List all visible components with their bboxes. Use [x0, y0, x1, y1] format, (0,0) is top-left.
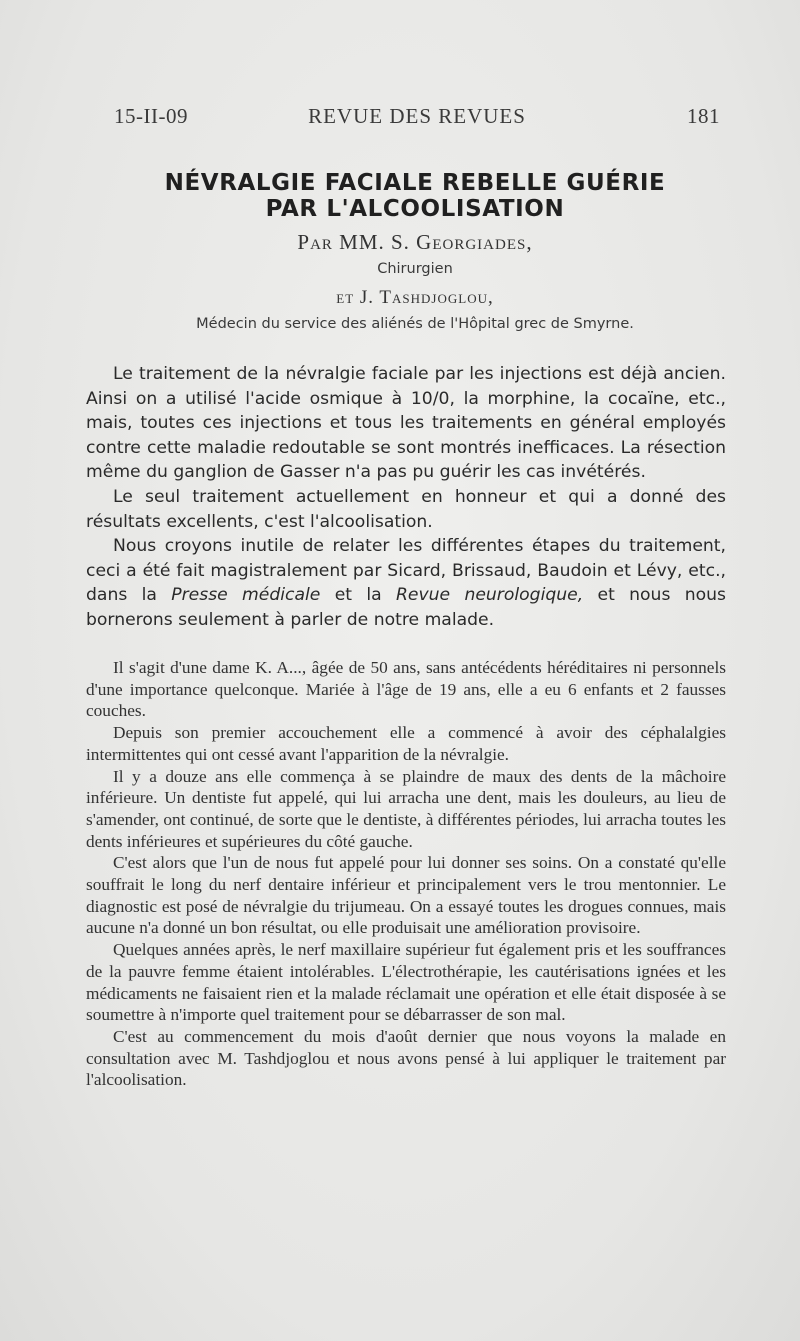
case-paragraph-2: Depuis son premier accouchement elle a commencé à avoir des céphalalgies intermittentes qui ont cessé avant l'apparition de la névralgie. — [86, 723, 726, 764]
intro-p3-text-a: Nous croyons inutile de relater les différentes étapes du traitement, ceci a été fait magistralement par Sicard, Brissaud, Baudoin et Lévy, etc., dans la — [86, 536, 726, 606]
author-2-role: Médecin du service des aliénés de l'Hôpital grec de Smyrne. — [196, 316, 634, 332]
issue-date: 15-II-09 — [114, 104, 188, 128]
journal-ref-revue-neurologique: Revue neurologique, — [395, 585, 584, 606]
case-paragraph-6: C'est au commencement du mois d'août dernier que nous voyons la malade en consultation avec M. Tashdjoglou et nous avons pensé à lui appliquer le traitement par l'alcoolisation. — [86, 1026, 726, 1090]
intro-p3-text-b: et la — [320, 585, 396, 606]
article-title — [90, 170, 740, 222]
case-paragraph-3: Il y a douze ans elle commença à se plaindre de maux des dents de la mâchoire inférieure. Un dentiste fut appelé, qui lui arracha une dent, mais les douleurs, au lieu de s'amender, ont continué, de sorte que le dentiste, à différentes périodes, lui arracha toutes les dents inférieures et supérieures du côté gauche. — [86, 766, 726, 851]
intro-section — [86, 362, 726, 633]
title-line-1: NÉVRALGIE FACIALE REBELLE GUÉRIE — [164, 170, 666, 196]
page-number: 181 — [687, 104, 720, 128]
author-1-role: Chirurgien — [377, 261, 453, 277]
case-paragraph-1: Il s'agit d'une dame K. A..., âgée de 50 ans, sans antécédents héréditaires ni personnels d'une importance quelconque. Mariée à l'âge de 19 ans, elle a eu 6 enfants et 2 fausses couches. — [86, 658, 726, 721]
author-2: et J. Tashdjoglou, — [336, 287, 494, 308]
case-paragraph-4: C'est alors que l'un de nous fut appelé pour lui donner ses soins. On a constaté qu'elle souffrait le long du nerf dentaire inférieur et principalement vers le trou mentonnier. Le diagnostic est posé de névralgie du trijumeau. On a essayé toutes les drogues connues, mais aucune n'a donné un bon résultat, ou elle produisait une amélioration provisoire. — [86, 853, 726, 938]
intro-paragraph-1: Le traitement de la névralgie faciale par les injections est déjà ancien. Ainsi on a utilisé l'acide osmique à 10/0, la morphine, la cocaïne, etc., mais, toutes ces injections et tous les traitements en général employés contre cette maladie redoutable se sont montrés inefficaces. La résection même du ganglion de Gasser n'a pas pu guérir les cas invétérés. — [86, 364, 726, 483]
running-head — [114, 104, 720, 134]
intro-paragraph-3 — [86, 534, 726, 632]
article-header — [90, 170, 740, 332]
intro-paragraph-2: Le seul traitement actuellement en honneur et qui a donné des résultats excellents, c'est l'alcoolisation. — [86, 486, 726, 532]
intro-p3-text-c: et nous nous bornerons seulement à parler de notre malade. — [86, 585, 726, 630]
case-paragraph-5: Quelques années après, le nerf maxillaire supérieur fut également pris et les souffrances de la pauvre femme étaient intolérables. L'électrothérapie, les cautérisations ignées et les médicaments ne faisaient rien et la malade réclamait une opération et elle était disposée à se soumettre à n'importe quel traitement pour se débarrasser de son mal. — [86, 940, 726, 1025]
author-1: Par MM. S. Georgiades, — [297, 230, 533, 254]
journal-title: REVUE DES REVUES — [308, 104, 526, 128]
case-report-section — [86, 657, 726, 1091]
title-line-2: PAR L'ALCOOLISATION — [265, 196, 565, 222]
journal-ref-presse-medicale: Presse médicale — [171, 585, 321, 606]
